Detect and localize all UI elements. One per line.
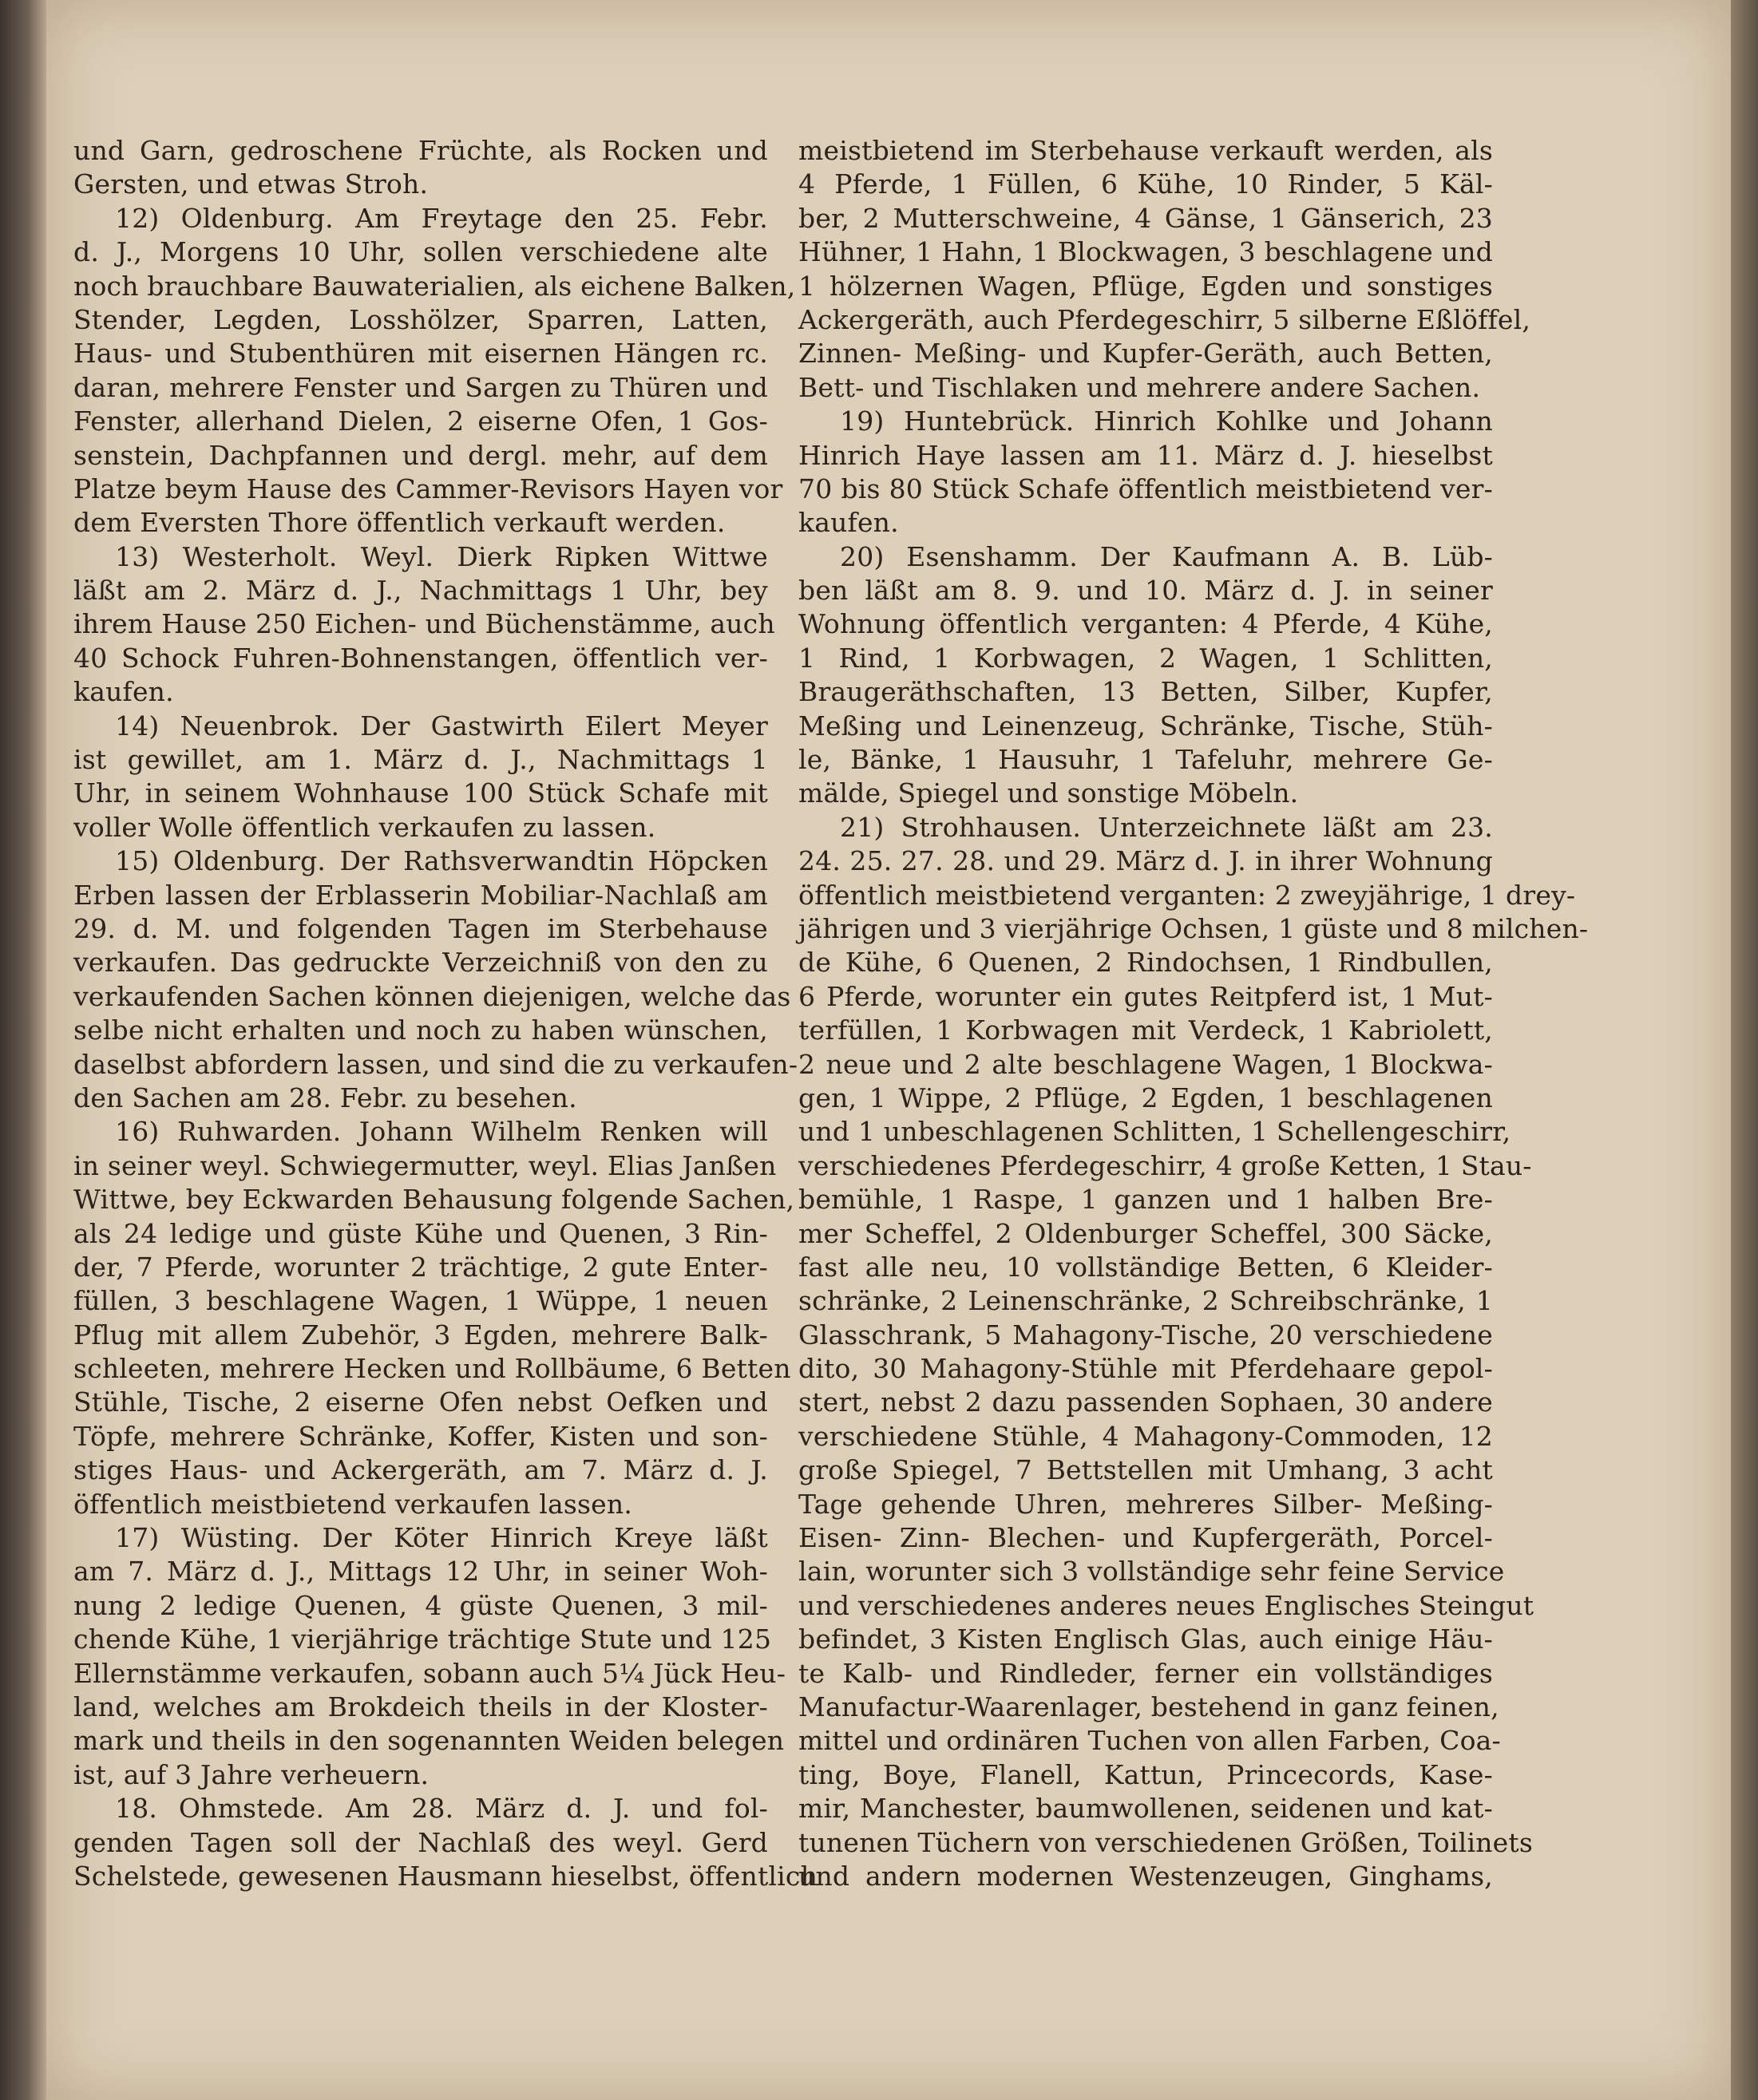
text-line: Ackergeräth, auch Pferdegeschirr, 5 silberne Eßlöffel, [798,303,1531,335]
text-line: verschiedene Stühle, 4 Mahagony-Commoden, 12 [798,1420,1493,1452]
text-line: den Sachen am 28. Febr. zu besehen. [73,1082,577,1113]
text-line: de Kühe, 6 Quenen, 2 Rindochsen, 1 Rindbullen, [798,947,1493,979]
left-text-column [73,134,818,1893]
text-line: ting, Boye, Flanell, Kattun, Princecords, Kase- [798,1758,1493,1790]
text-line: ber, 2 Mutterschweine, 4 Gänse, 1 Gänserich, 23 [798,202,1493,234]
text-line: Schelstede, gewesenen Hausmann hieselbst, öffentlich [73,1860,818,1892]
text-line: senstein, Dachpfannen und dergl. mehr, auf dem [73,439,768,471]
text-line: verschiedenes Pferdegeschirr, 4 große Ketten, 1 Stau- [798,1149,1532,1181]
text-line: selbe nicht erhalten und noch zu haben wünschen, [73,1014,768,1046]
text-line: Tage gehende Uhren, mehreres Silber- Meßing- [798,1488,1493,1520]
text-line: Erben lassen der Erblasserin Mobiliar-Nachlaß am [73,879,768,911]
text-line: kaufen. [798,507,899,539]
text-line: Wohnung öffentlich verganten: 4 Pferde, 4 Kühe, [798,608,1493,640]
text-line: 21) Strohhausen. Unterzeichnete läßt am 23. [840,811,1493,843]
text-line: Stühle, Tische, 2 eiserne Ofen nebst Oefken und [73,1386,768,1418]
text-line: Bett- und Tischlaken und mehrere andere Sachen. [798,371,1481,403]
text-line: Wittwe, bey Eckwarden Behausung folgende Sachen, [73,1184,795,1216]
text-line: schleeten, mehrere Hecken und Rollbäume, 6 Betten [73,1353,791,1385]
text-line: Ellernstämme verkaufen, sobann auch 5¼ Jück Heu- [73,1657,786,1689]
text-line: schränke, 2 Leinenschränke, 2 Schreibschränke, 1 [798,1285,1493,1317]
text-line: und andern modernen Westenzeugen, Ginghams, [798,1860,1493,1892]
text-line: 20) Esenshamm. Der Kaufmann A. B. Lüb- [840,540,1493,572]
text-line: Stender, Legden, Losshölzer, Sparren, Latten, [73,303,768,335]
text-line: befindet, 3 Kisten Englisch Glas, auch einige Häu- [798,1623,1493,1655]
text-line: 40 Schock Fuhren-Bohnenstangen, öffentlich ver- [73,642,768,674]
text-line: ist gewillet, am 1. März d. J., Nachmittags 1 [73,744,768,776]
text-line: gen, 1 Wippe, 2 Pflüge, 2 Egden, 1 beschlagenen [798,1082,1493,1113]
text-line: öffentlich meistbietend verganten: 2 zweyjährige, 1 drey- [798,879,1576,911]
text-line: kaufen. [73,676,174,708]
text-line: lain, worunter sich 3 vollständige sehr feine Service [798,1556,1505,1588]
text-line: 16) Ruhwarden. Johann Wilhelm Renken will [115,1116,768,1148]
text-line: 19) Huntebrück. Hinrich Kohlke und Johann [840,405,1493,437]
text-line: verkaufenden Sachen können diejenigen, welche das [73,980,791,1012]
text-line: Glasschrank, 5 Mahagony-Tische, 20 verschiedene [798,1319,1493,1351]
text-line: dito, 30 Mahagony-Stühle mit Pferdehaare gepol- [798,1353,1493,1385]
text-line: daselbst abfordern lassen, und sind die zu verkaufen- [73,1048,798,1080]
text-line: Braugeräthschaften, 13 Betten, Silber, Kupfer, [798,676,1493,708]
text-line: Meßing und Leinenzeug, Schränke, Tische, Stüh- [798,710,1493,742]
text-line: ihrem Hause 250 Eichen- und Büchenstämme, auch [73,608,775,640]
right-text-column [798,134,1589,1893]
text-line: nung 2 ledige Quenen, 4 güste Quenen, 3 mil- [73,1589,768,1621]
text-line: als 24 ledige und güste Kühe und Quenen, 3 Rin- [73,1217,768,1249]
text-line: land, welches am Brokdeich theils in der Kloster- [73,1691,768,1722]
text-line: jährigen und 3 vierjährige Ochsen, 1 güste und 8 milchen- [798,912,1589,944]
text-line: Hinrich Haye lassen am 11. März d. J. hieselbst [798,439,1493,471]
text-line: große Spiegel, 7 Bettstellen mit Umhang, 3 acht [798,1454,1493,1486]
text-line: 12) Oldenburg. Am Freytage den 25. Febr. [115,202,768,234]
text-line: mir, Manchester, baumwollenen, seidenen und kat- [798,1793,1493,1825]
text-line: und 1 unbeschlagenen Schlitten, 1 Schellengeschirr, [798,1116,1511,1148]
text-line: 2 neue und 2 alte beschlagene Wagen, 1 Blockwa- [798,1048,1493,1080]
text-line: terfüllen, 1 Korbwagen mit Verdeck, 1 Kabriolett, [798,1014,1493,1046]
text-line: mälde, Spiegel und sonstige Möbeln. [798,777,1299,809]
text-line: te Kalb- und Rindleder, ferner ein vollständiges [798,1657,1493,1689]
text-line: Gersten, und etwas Stroh. [73,168,429,200]
text-line: Platze beym Hause des Cammer-Revisors Hayen vor [73,473,783,504]
text-line: bemühle, 1 Raspe, 1 ganzen und 1 halben Bre- [798,1184,1493,1216]
text-line: 1 hölzernen Wagen, Pflüge, Egden und sonstiges [798,270,1493,302]
text-line: und Garn, gedroschene Früchte, als Rocken und [73,135,768,166]
text-line: läßt am 2. März d. J., Nachmittags 1 Uhr, bey [73,575,768,607]
text-line: Uhr, in seinem Wohnhause 100 Stück Schafe mit [73,777,768,809]
text-line: 24. 25. 27. 28. und 29. März d. J. in ihrer Wohnung [798,845,1493,877]
text-line: 15) Oldenburg. Der Rathsverwandtin Höpcken [115,845,768,877]
text-line: Töpfe, mehrere Schränke, Koffer, Kisten und son- [73,1420,768,1452]
text-line: Zinnen- Meßing- und Kupfer-Geräth, auch Betten, [798,338,1493,370]
text-line: tunenen Tüchern von verschiedenen Größen, Toilinets [798,1826,1533,1858]
text-line: 6 Pferde, worunter ein gutes Reitpferd ist, 1 Mut- [798,980,1493,1012]
text-line: Hühner, 1 Hahn, 1 Blockwagen, 3 beschlagene und [798,236,1493,268]
text-line: daran, mehrere Fenster und Sargen zu Thüren und [73,371,768,403]
text-line: 13) Westerholt. Weyl. Dierk Ripken Wittwe [115,540,768,572]
text-line: voller Wolle öffentlich verkaufen zu lassen. [73,811,656,843]
text-line: 4 Pferde, 1 Füllen, 6 Kühe, 10 Rinder, 5 Käl- [798,168,1493,200]
text-line: ben läßt am 8. 9. und 10. März d. J. in seiner [798,575,1493,607]
book-binding-edge [0,0,51,2100]
text-line: noch brauchbare Bauwaterialien, als eichene Balken, [73,270,796,302]
text-line: füllen, 3 beschlagene Wagen, 1 Wüppe, 1 neuen [73,1285,768,1317]
text-line: chende Kühe, 1 vierjährige trächtige Stute und 125 [73,1623,772,1655]
text-line: meistbietend im Sterbehause verkauft werden, als [798,135,1493,166]
text-line: in seiner weyl. Schwiegermutter, weyl. Elias Janßen [73,1149,777,1181]
text-line: mer Scheffel, 2 Oldenburger Scheffel, 300 Säcke, [798,1217,1493,1249]
text-line: genden Tagen soll der Nachlaß des weyl. Gerd [73,1826,768,1858]
text-line: fast alle neu, 10 vollständige Betten, 6 Kleider- [798,1251,1493,1283]
text-line: 17) Wüsting. Der Köter Hinrich Kreye läßt [115,1522,768,1554]
text-line: Haus- und Stubenthüren mit eisernen Hängen rc. [73,338,768,370]
text-line: öffentlich meistbietend verkaufen lassen. [73,1488,633,1520]
text-line: 14) Neuenbrok. Der Gastwirth Eilert Meyer [115,710,768,742]
text-line: Eisen- Zinn- Blechen- und Kupfergeräth, Porcel- [798,1522,1493,1554]
text-line: verkaufen. Das gedruckte Verzeichniß von den zu [73,947,768,979]
text-line: Manufactur-Waarenlager, bestehend in ganz feinen, [798,1691,1499,1722]
text-line: 70 bis 80 Stück Schafe öffentlich meistbietend ver- [798,473,1493,504]
text-line: stiges Haus- und Ackergeräth, am 7. März d. J. [73,1454,768,1486]
text-line: 18. Ohmstede. Am 28. März d. J. und fol- [115,1793,768,1825]
text-line: und verschiedenes anderes neues Englisches Steingut [798,1589,1534,1621]
text-line: d. J., Morgens 10 Uhr, sollen verschiedene alte [73,236,768,268]
text-line: stert, nebst 2 dazu passenden Sophaen, 30 andere [798,1386,1493,1418]
page-edge-shadow [1731,0,1758,2100]
text-line: ist, auf 3 Jahre verheuern. [73,1758,430,1790]
text-line: 29. d. M. und folgenden Tagen im Sterbehause [73,912,768,944]
text-line: mark und theils in den sogenannten Weiden belegen [73,1725,785,1757]
text-line: Fenster, allerhand Dielen, 2 eiserne Ofen, 1 Gos- [73,405,768,437]
text-line: le, Bänke, 1 Hausuhr, 1 Tafeluhr, mehrere Ge- [798,744,1493,776]
text-line: dem Eversten Thore öffentlich verkauft werden. [73,507,726,539]
text-line: Pflug mit allem Zubehör, 3 Egden, mehrere Balk- [73,1319,768,1351]
text-line: der, 7 Pferde, worunter 2 trächtige, 2 gute Enter- [73,1251,768,1283]
text-line: mittel und ordinären Tuchen von allen Farben, Coa- [798,1725,1501,1757]
text-line: am 7. März d. J., Mittags 12 Uhr, in seiner Woh- [73,1556,768,1588]
text-line: 1 Rind, 1 Korbwagen, 2 Wagen, 1 Schlitten, [798,642,1493,674]
